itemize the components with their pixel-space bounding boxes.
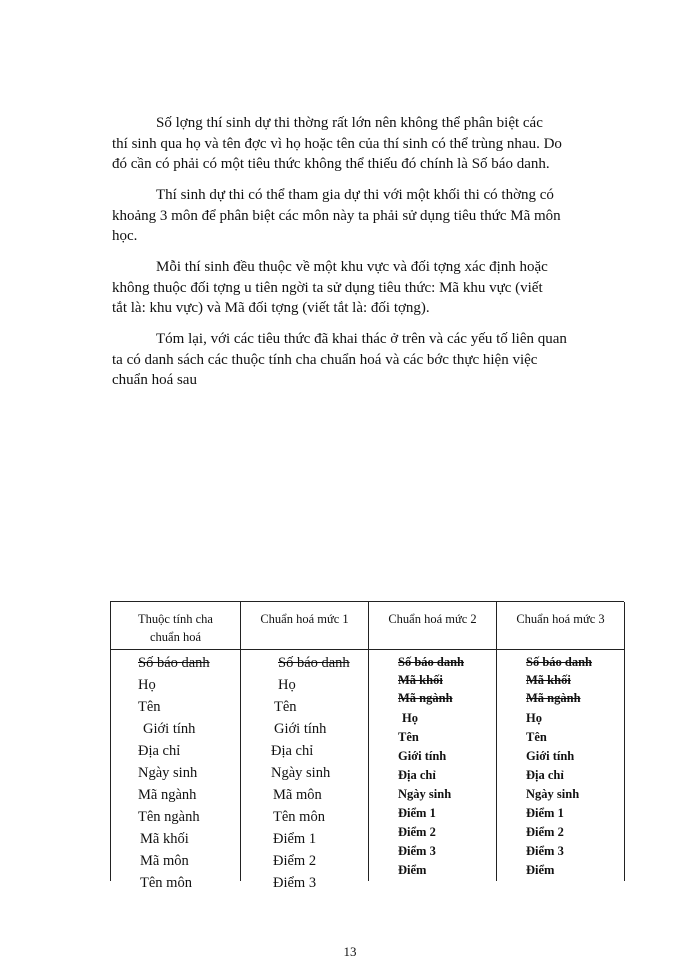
column-header: Chuẩn hoá mức 2 — [369, 602, 496, 650]
table-cell: Số báo danh — [278, 655, 350, 671]
table-cell: Giới tính — [398, 749, 447, 763]
paragraph-line: Mỗi thí sinh đều thuộc về một khu vực và đối tợng xác định hoặc — [156, 259, 548, 275]
column-header: Chuẩn hoá mức 3 — [497, 602, 624, 650]
table-cell: Tên — [274, 699, 297, 715]
table-cell: Điểm 2 — [526, 825, 564, 839]
table-cell: Họ — [402, 711, 418, 725]
page-number: 13 — [343, 944, 357, 959]
normalization-table — [110, 601, 624, 891]
table-cell: Điểm 2 — [398, 825, 436, 839]
paragraph-line: chuẩn hoá sau — [112, 372, 197, 388]
paragraph-line: Tóm lại, với các tiêu thức đã khai thác ở trên và các yếu tố liên quan — [156, 331, 567, 347]
table-cell: Tên — [398, 730, 419, 744]
paragraph-line: học. — [112, 228, 138, 244]
paragraph-2 — [112, 185, 618, 247]
paragraph-line: Thí sinh dự thi có thể tham gia dự thi với một khối thi có thờng có — [156, 187, 554, 203]
paragraph-line: tắt là: khu vực) và Mã đối tợng (viết tắt là: đối tợng). — [112, 300, 430, 316]
table-cell: Điểm 3 — [273, 875, 317, 891]
paragraph-3 — [112, 257, 618, 319]
table-cell: Điểm 3 — [526, 844, 564, 858]
table-cell: Mã môn — [140, 853, 189, 869]
table-column-level-2 — [369, 602, 497, 881]
paragraph-line: khoảng 3 môn để phân biệt các môn này ta phải sử dụng tiêu thức Mã môn — [112, 207, 561, 224]
table-cell: Số báo danh — [138, 655, 210, 671]
table-cell: Điểm 1 — [273, 831, 317, 847]
column-header: Chuẩn hoá mức 1 — [241, 602, 368, 650]
table-cell: Số báo danh — [398, 655, 465, 669]
paragraph-4 — [112, 329, 618, 391]
table-cell: Giới tính — [274, 721, 327, 737]
table-cell: Tên ngành — [138, 809, 200, 825]
table-cell: Ngày sinh — [138, 765, 198, 781]
table-cell: Số báo danh — [526, 655, 593, 669]
table-cell: Họ — [278, 677, 296, 693]
table-cell: Tên — [526, 730, 547, 744]
table-cell: Điểm — [526, 863, 555, 877]
paragraph-line: thí sinh qua họ và tên đợc vì họ hoặc tên của thí sinh có thể trùng nhau. Do — [112, 135, 562, 152]
table-cell: Điểm 3 — [398, 844, 436, 858]
paragraph-line: đó cần có phải có một tiêu thức không thể thiếu đó chính là Số báo danh. — [112, 156, 550, 172]
table-cell: Mã ngành — [526, 691, 581, 705]
table-cell: Tên môn — [273, 809, 325, 825]
table-cell: Điểm — [398, 863, 427, 877]
table-cell: Địa chỉ — [271, 743, 314, 759]
table-cell: Điểm 1 — [526, 806, 564, 820]
table-cell: Giới tính — [526, 749, 575, 763]
table-cell: Địa chỉ — [138, 743, 181, 759]
table-cell: Ngày sinh — [398, 787, 452, 801]
table-cell: Mã môn — [273, 787, 322, 803]
table-cell: Điểm 2 — [273, 853, 317, 869]
paragraph-line: Số lợng thí sinh dự thi thờng rất lớn nên không thể phân biệt các — [156, 115, 543, 131]
table-cell: Điểm 1 — [398, 806, 436, 820]
table-cell: Tên — [138, 699, 161, 715]
table-cell: Mã ngành — [138, 787, 197, 803]
paragraph-1 — [112, 113, 618, 175]
table-cell: Tên môn — [140, 875, 192, 891]
column-header: Thuộc tính cha chuẩn hoá — [111, 602, 240, 650]
table-cell: Mã ngành — [398, 691, 453, 705]
table-cell: Họ — [526, 711, 542, 725]
table-cell: Địa chỉ — [398, 768, 436, 782]
table-cell: Mã khối — [526, 673, 571, 687]
paragraph-line: ta có danh sách các thuộc tính cha chuẩn hoá và các bớc thực hiện việc — [112, 351, 538, 368]
table-cell: Địa chỉ — [526, 768, 564, 782]
table-column-level-1 — [241, 602, 369, 891]
table-cell: Mã khối — [398, 673, 443, 687]
table-cell: Giới tính — [143, 721, 196, 737]
table-cell: Họ — [138, 677, 156, 693]
table-cell: Ngày sinh — [526, 787, 580, 801]
table-cell: Ngày sinh — [271, 765, 331, 781]
table-column-unnormalized — [111, 602, 241, 891]
table-cell: Mã khối — [140, 831, 189, 847]
paragraph-line: không thuộc đối tợng u tiên ngời ta sử dụng tiêu thức: Mã khu vực (viết — [112, 279, 543, 296]
table-column-level-3 — [497, 602, 625, 881]
